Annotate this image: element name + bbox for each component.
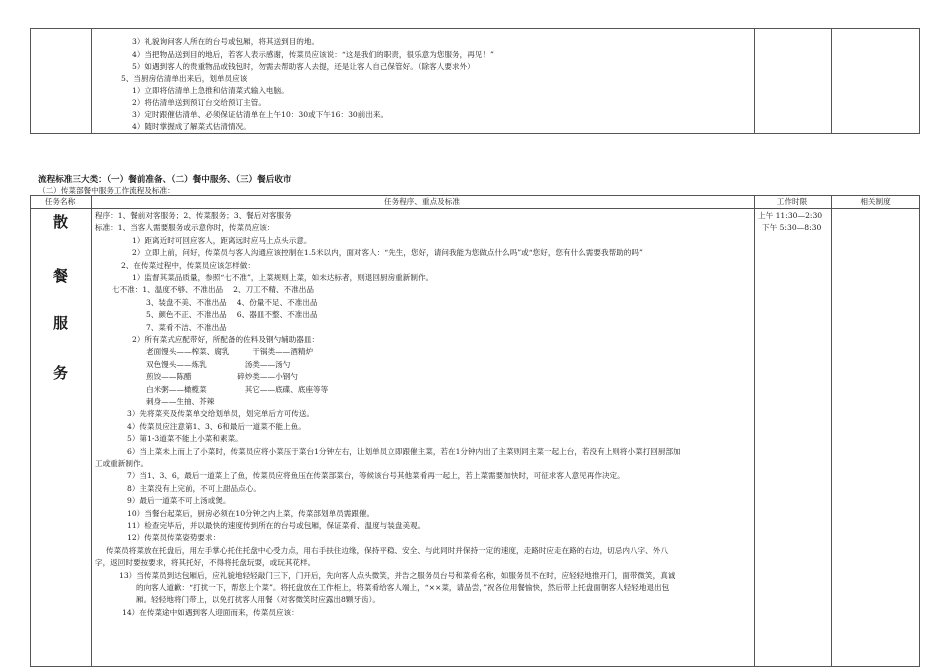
section-subtitle: （二）传菜部餐中服务工作流程及标准： [38,186,175,195]
continued-line: 3）定时跟催估清单、必须保证估清单在上午10：30或下午16：30前出来。 [132,110,389,119]
procedure-line: 4）传菜员应注意第1、3、6和最后一道菜不能上鱼。 [127,422,306,431]
procedure-line: 2）所有菜式应配带好，所配备的佐料及钢勺辅助器皿： [132,335,320,344]
procedure-line: 传菜员将菜放在托盘后，用左手掌心托住托盘中心受力点，用右手扶住边缘，保持平稳、安全、与此同时并保持一定的速度，走路时应走在路的右边，切忌内八字、外八 [106,546,668,555]
procedure-line: 7、菜肴不洁、不准出品 [146,323,227,332]
task-char: 务 [53,364,69,382]
procedure-line: 标准：1、当客人需要服务或示意你时，传菜员应该： [95,223,275,232]
procedure-line: 老面馒头——榨菜、腐乳 干锅类——酒精炉 [146,347,314,356]
header-task-name: 任务名称 [44,197,76,206]
header-procedure: 任务程序、重点及标准 [384,197,460,206]
procedure-line: 1）距离近时可回应客人，距离远时应马上点头示意。 [132,236,312,245]
continued-line: 5）如遇到客人的贵重物品或钱包时，勿需去帮助客人去提，还是让客人自己保管好。（除客人要求外） [132,62,475,71]
procedure-line: 厢。轻轻地将门带上，以免打扰客人用餐（对客微笑时应露出8颗牙齿）。 [136,595,381,604]
continued-line: 4）当把物品送到目的地后，若客人表示感谢，传菜员应该说：“这是我们的职责，很乐意为您服务，再见！” [132,50,494,59]
procedure-line: 工或重新制作。 [95,459,149,468]
procedure-line: 煎饺——陈醋 碎炒类——小钢勺 [146,372,298,381]
procedure-line: 5）第1-3道菜不能上小菜和素菜。 [127,434,243,443]
continued-line: 2）将估清单送到预订台交给预订主管。 [132,98,266,107]
procedure-line: 6）当上菜未上而上了小菜时，传菜员应将小菜压于菜台1分钟左右，让划单员立即跟催主菜，若在1分钟内出了主菜则同主菜一起上台，若没有上则将小菜打回厨部加 [127,447,681,456]
procedure-line: 9）最后一道菜不可上汤或煲。 [127,496,231,505]
continued-line: 5、当厨房估清单出来后，划单员应该 [121,74,248,83]
procedure-line: 12）传菜员传菜姿势要求： [127,533,221,542]
procedure-line: 8）主菜没有上完前，不可上甜品点心。 [127,484,261,493]
procedure-line: 字，返回时要按要求，将其托好，不得将托盘玩耍，或玩其花样。 [95,558,316,567]
time-limit: 上午 11:30—2:30 [758,211,823,220]
procedure-line: 3、装盘不美、不准出品 4、份量不足、不准出品 [146,298,318,307]
procedure-line: 1）监督其菜品质量，参照“七不准”，上菜规则上菜，如未达标者，则退回厨房重新制作。 [132,273,434,282]
continued-line: 1）立即将估清单上急推和估清菜式输入电脑。 [132,86,289,95]
time-limit: 下午 5:30—8:30 [762,223,822,232]
continued-line: 4）随时掌握成了解菜式估清情况。 [132,122,251,131]
continued-line: 3）礼貌询问客人所在的台号或包厢，将其送到目的地。 [132,37,320,46]
task-char: 散 [53,213,69,231]
procedure-line: 2、在传菜过程中，传菜员应该怎样做： [121,261,255,270]
procedure-line: 刺身——生抽、芥辣 [146,397,215,406]
procedure-line: 10）当餐台起菜后，厨房必须在10分钟之内上菜，传菜部划单员需跟催。 [127,509,375,518]
header-time-limit: 工作时限 [776,197,808,206]
section-title: 流程标准三大类：（一）餐前准备、（二）餐中服务、（三）餐后收市 [38,175,292,185]
procedure-line: 11）检查完毕后，并以最快的速度传到所在的台号或包厢，保证菜肴、温度与装盘美观。 [127,521,426,530]
procedure-line: 的向客人道歉：“打扰一下，帮您上个菜”。将托盘放在工作柜上，将菜肴给客人端上，“××菜，请品尝，”祝各位用餐愉快，然后带上托盘面朝客人轻轻地退出包 [136,583,670,592]
procedure-line: 程序：1、餐前对客服务；2、传菜服务；3、餐后对客服务 [95,211,292,220]
procedure-line: 3）先将菜夹及传菜单交给划单员，划完单后方可传送。 [127,409,315,418]
task-char: 服 [53,314,69,332]
procedure-line: 14）在传菜途中如遇到客人迎面而来，传菜员应该： [122,608,299,617]
procedure-line: 双色馒头——炼乳 汤类——汤勺 [146,360,291,369]
task-char: 餐 [53,267,69,285]
procedure-line: 7）当1、3、6，最后一道菜上了鱼，传菜员应将鱼压在传菜部菜台，等候该台号其他菜肴再一起上，若上菜需要加快时，可征求客人意见再作决定。 [127,471,625,480]
procedure-line: 5、颜色不正、不准出品 6、器皿不整、不准出品 [146,310,318,319]
procedure-line: 2）立即上前，问好，传菜员与客人沟通应该控制在1.5米以内，面对客人：“先生，您好，请问我能为您做点什么吗”或“您好，您有什么需要我帮助的吗” [132,248,643,257]
procedure-line: 13）当传菜员到达包厢后，应礼貌地轻轻敲门三下，门开后，先向客人点头微笑，并告之服务员台号和菜肴名称，如服务员不在时，应轻轻地推开门，面带微笑，真诚 [119,571,676,580]
procedure-line: 白米粥——橄榄菜 其它——底碟、底座等等 [146,385,329,394]
header-policy: 相关制度 [860,197,891,206]
procedure-line: 七不准：1、温度不够、不准出品 2、刀工不精、不准出品 [112,285,314,294]
